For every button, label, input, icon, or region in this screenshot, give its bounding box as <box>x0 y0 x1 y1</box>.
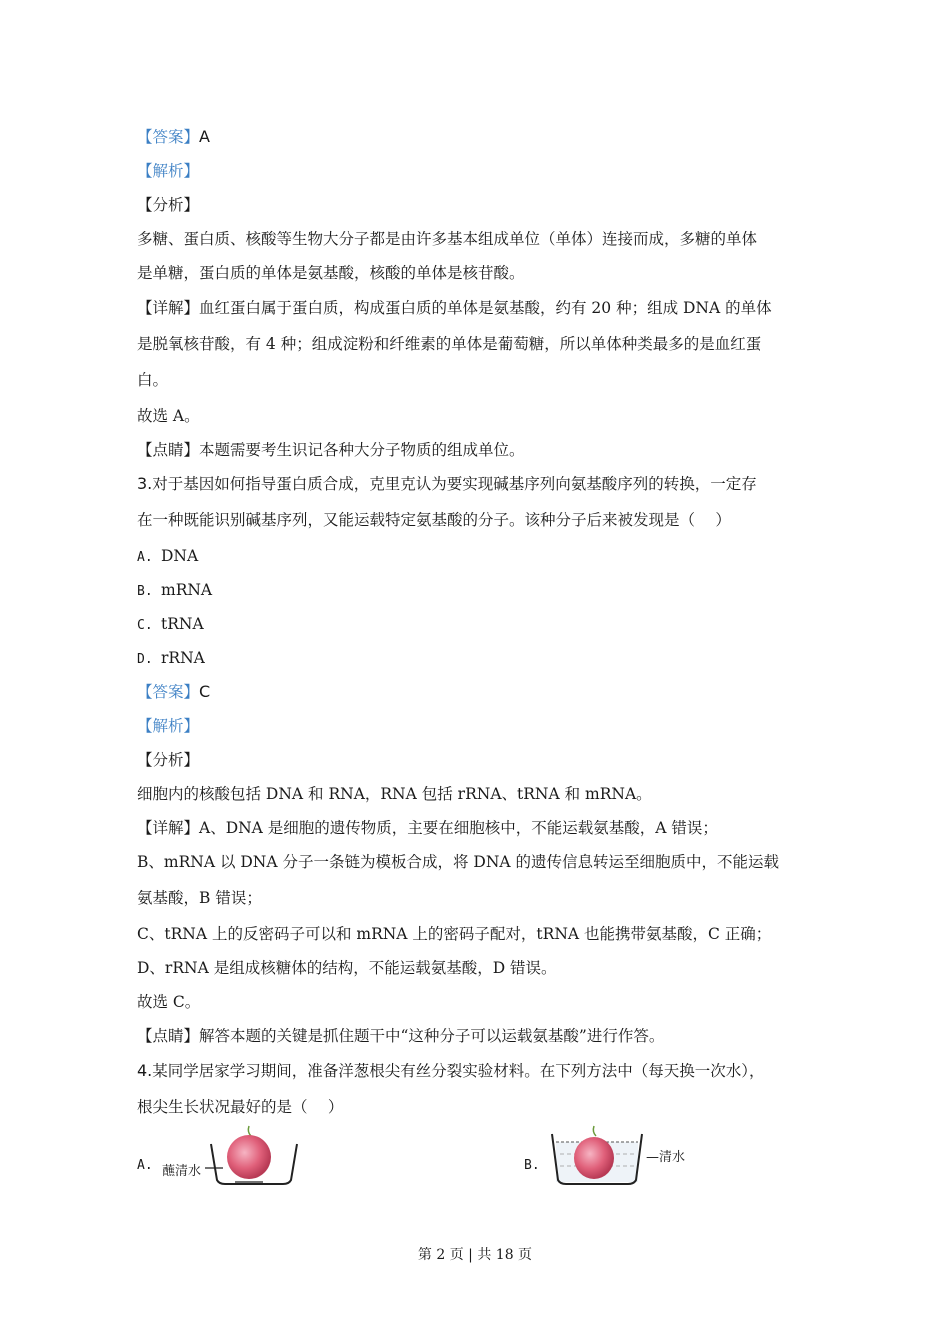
answer-tag: 【答案】 <box>137 128 200 146</box>
answer-value: A <box>199 127 210 146</box>
fenxi-tag: 【分析】 <box>137 751 200 769</box>
figure-b-text-value: 清水 <box>659 1150 686 1165</box>
xiangjie-text: D、rRNA 是组成核糖体的结构，不能运载氨基酸，D 错误。 <box>137 959 557 977</box>
option-letter: D. <box>137 652 153 667</box>
fenxi-tag: 【分析】 <box>137 196 200 214</box>
xiangjie-text: 是脱氧核苷酸，有 4 种；组成淀粉和纤维素的单体是葡萄糖，所以单体种类最多的是血红蛋 <box>137 335 762 353</box>
figure-a-text: 蘸清水 <box>162 1164 202 1179</box>
figure-a-label: A. <box>137 1158 153 1173</box>
question-text: 在一种既能识别碱基序列，又能运载特定氨基酸的分子。该种分子后来被发现是（ ） <box>137 511 731 529</box>
xiangjie-text: 白。 <box>137 371 169 389</box>
figure-b-label: B. <box>524 1158 540 1173</box>
answer-value: C <box>199 682 211 701</box>
dianjing-text: 【点睛】本题需要考生识记各种大分子物质的组成单位。 <box>137 441 525 459</box>
analysis-tag: 【解析】 <box>137 717 200 735</box>
fenxi-text: 多糖、蛋白质、核酸等生物大分子都是由许多基本组成单位（单体）连接而成，多糖的单体 <box>137 230 758 248</box>
option-letter: C. <box>137 618 153 633</box>
option-a <box>137 546 198 568</box>
xiangjie-text: B、mRNA 以 DNA 分子一条链为模板合成，将 DNA 的遗传信息转运至细胞质中，不能运载 <box>137 853 780 871</box>
answer-line <box>137 127 210 147</box>
onion-beaker-a-illustration <box>205 1124 300 1186</box>
option-letter: A. <box>137 550 153 565</box>
option-c <box>137 614 204 636</box>
xiangjie-text: C、tRNA 上的反密码子可以和 mRNA 上的密码子配对，tRNA 也能携带氨基酸，C 正确； <box>137 925 772 943</box>
option-text: mRNA <box>161 581 213 599</box>
page-footer: 第 2 页 | 共 18 页 <box>417 1247 533 1263</box>
xiangjie-text: 【详解】血红蛋白属于蛋白质，构成蛋白质的单体是氨基酸，约有 20 种；组成 DNA 的单体 <box>137 299 772 317</box>
figure-b-text: —清水 <box>646 1150 686 1165</box>
fenxi-text: 细胞内的核酸包括 DNA 和 RNA，RNA 包括 rRNA、tRNA 和 mRNA。 <box>137 785 652 803</box>
question-text: 对于基因如何指导蛋白质合成，克里克认为要实现碱基序列向氨基酸序列的转换，一定存 <box>152 475 757 493</box>
option-text: DNA <box>161 547 199 565</box>
option-text: rRNA <box>161 649 205 667</box>
option-b <box>137 580 212 602</box>
answer-line <box>137 682 210 702</box>
question-number: 3. <box>137 474 153 493</box>
option-d <box>137 648 205 670</box>
question-stem <box>137 474 757 494</box>
question-number: 4. <box>137 1061 153 1080</box>
dianjing-text: 【点睛】解答本题的关键是抓住题干中“这种分子可以运载氨基酸”进行作答。 <box>137 1027 665 1045</box>
onion-beaker-b-illustration <box>548 1124 648 1186</box>
option-text: tRNA <box>161 615 204 633</box>
select-answer: 故选 A。 <box>137 407 200 425</box>
analysis-tag: 【解析】 <box>137 162 200 180</box>
question-stem <box>137 1061 765 1081</box>
answer-tag: 【答案】 <box>137 683 200 701</box>
xiangjie-text: 【详解】A、DNA 是细胞的遗传物质，主要在细胞核中，不能运载氨基酸，A 错误； <box>137 819 718 837</box>
select-answer: 故选 C。 <box>137 993 201 1011</box>
question-text: 根尖生长状况最好的是（ ） <box>137 1098 344 1116</box>
xiangjie-text: 氨基酸，B 错误； <box>137 889 262 907</box>
option-letter: B. <box>137 584 153 599</box>
fenxi-text: 是单糖，蛋白质的单体是氨基酸，核酸的单体是核苷酸。 <box>137 264 525 282</box>
question-text: 某同学居家学习期间，准备洋葱根尖有丝分裂实验材料。在下列方法中（每天换一次水）， <box>152 1062 765 1080</box>
